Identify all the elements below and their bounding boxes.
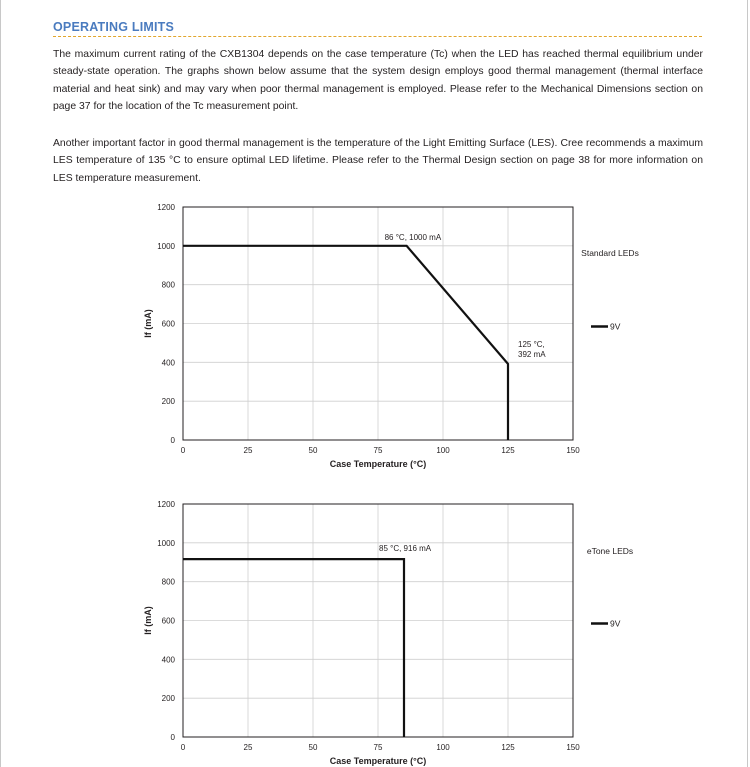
y-tick-label: 400: [161, 358, 175, 368]
y-tick-label: 600: [161, 616, 175, 626]
x-tick-label: 0: [180, 743, 186, 752]
x-tick-label: 150: [566, 446, 580, 455]
y-tick-label: 400: [161, 655, 175, 665]
y-tick-label: 0: [170, 733, 175, 742]
x-axis-label: Case Temperature (°C): [329, 459, 427, 469]
y-tick-label: 800: [161, 577, 175, 587]
legend-entry: 9V: [610, 321, 621, 332]
paragraph-operating-limits: The maximum current rating of the CXB1304 depends on the case temperature (Tc) when the LED has reached thermal equilibrium under steady-state operation. The graphs shown below assume that the system design employs good thermal management (thermal interface material and heat sink) and may vary when poor thermal management is employed. Please refer to the Mechanical Dimensions section on page 37 for the location of the Tc measurement point.: [53, 49, 703, 113]
x-tick-label: 75: [373, 446, 383, 455]
x-tick-label: 100: [436, 743, 450, 752]
y-tick-label: 800: [161, 280, 175, 290]
y-tick-label: 1000: [157, 538, 175, 548]
x-tick-label: 50: [308, 743, 318, 752]
x-tick-label: 0: [180, 446, 186, 455]
data-label: 86 °C, 1000 mA: [384, 232, 442, 242]
y-tick-label: 1000: [157, 241, 175, 251]
series-line-9-v: [183, 246, 508, 440]
y-axis-label: If (mA): [143, 309, 153, 338]
chart-etone-leds: [0, 492, 750, 767]
chart-standard-leds: [0, 195, 750, 485]
data-label: 85 °C, 916 mA: [379, 544, 432, 554]
y-tick-label: 200: [161, 694, 175, 704]
x-axis-label: Case Temperature (°C): [329, 756, 427, 766]
x-tick-label: 125: [501, 743, 515, 752]
x-tick-label: 25: [243, 743, 253, 752]
paragraph-thermal-management: Another important factor in good thermal management is the temperature of the Light Emitting Surface (LES). Cree recommends a maximum LES temperature of 135 °C to ensure optimal LED lifetime. Please refer to the Thermal Design section on page 38 for more information on LES temperature measurement.: [53, 138, 703, 184]
series-line-9-v: [183, 559, 404, 737]
y-tick-label: 600: [161, 319, 175, 329]
x-tick-label: 50: [308, 446, 318, 455]
y-tick-label: 200: [161, 397, 175, 407]
title-divider: [53, 36, 702, 37]
x-tick-label: 100: [436, 446, 450, 455]
y-axis-label: If (mA): [143, 606, 153, 635]
data-label: 125 °C, 392 mA: [518, 339, 546, 359]
y-tick-label: 1200: [157, 203, 175, 212]
chart-title: Standard LEDs: [581, 247, 639, 258]
x-tick-label: 150: [566, 743, 580, 752]
x-tick-label: 75: [373, 743, 383, 752]
section-title: OPERATING LIMITS: [53, 20, 175, 34]
x-tick-label: 25: [243, 446, 253, 455]
y-tick-label: 0: [170, 436, 175, 445]
y-tick-label: 1200: [157, 500, 175, 509]
chart-title: eTone LEDs: [586, 545, 634, 556]
legend-entry: 9V: [610, 618, 621, 629]
x-tick-label: 125: [501, 446, 515, 455]
